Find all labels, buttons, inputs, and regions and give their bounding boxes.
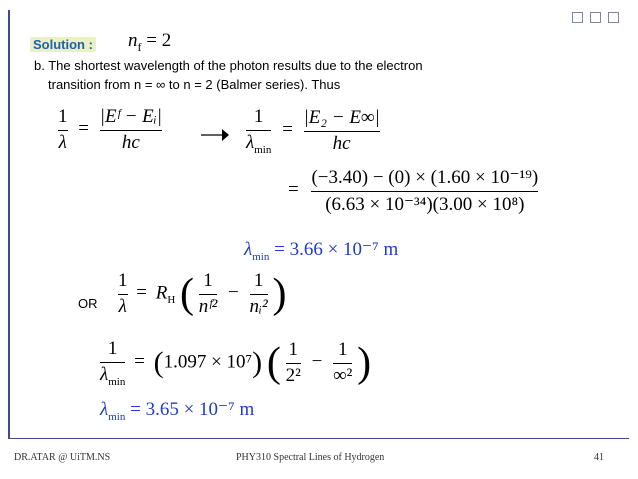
equation-energy-general: $\frac{1}{\lambda}$ = $\frac{\text{|Eᶠ − Eᵢ|}}{hc}$: [58, 106, 163, 153]
equation-rydberg: $\frac{1}{\lambda}$ = $R_H$ ( $\frac{1}{\text{nᶠ²}}$ − $\frac{1}{\text{nᵢ²}}$ ): [118, 270, 287, 317]
page-number: 41: [594, 452, 604, 463]
corner-square: [590, 12, 601, 23]
equation-energy-specific: $\frac{1}{\lambda_{min}}$ = $\frac{\text{|E₂ − E∞|}}{hc}$: [246, 106, 380, 156]
part-b-line1: b. The shortest wavelength of the photon results due to the electron: [34, 58, 423, 73]
nf-equation: $n_f = 2$: [128, 30, 172, 54]
or-label: OR: [78, 296, 98, 311]
arrow-right-icon: [200, 127, 230, 148]
result-lambda-min-1: $\lambda_{min} = 3.66 \times 10^{-7}$ m: [244, 239, 399, 263]
result-lambda-min-2: $\lambda_{min} = 3.65 \times 10^{-7}$ m: [100, 399, 255, 423]
equation-numeric-substitution: = $\frac{\text{(−3.40) − (0) × (1.60 × 10⁻¹⁹)}}{\text{(6.63 × 10⁻³⁴)(3.00 × 10⁸)}}$: [288, 167, 539, 215]
footer-title: PHY310 Spectral Lines of Hydrogen: [236, 452, 385, 463]
part-b-line2: transition from n = ∞ to n = 2 (Balmer series). Thus: [48, 77, 341, 92]
left-rule: [8, 10, 10, 438]
footer-rule: [8, 438, 629, 439]
solution-heading: [30, 36, 96, 54]
solution-label: Solution :: [30, 37, 96, 52]
corner-square: [608, 12, 619, 23]
equation-rydberg-numeric: $\frac{1}{\lambda_{min}}$ = (1.097 × 10⁷) ( $\frac{1}{\text{2²}}$ − $\frac{1}{\text{∞²}}$ ): [100, 338, 372, 388]
footer-author: DR.ATAR @ UiTM.NS: [14, 452, 111, 463]
corner-square: [572, 12, 583, 23]
